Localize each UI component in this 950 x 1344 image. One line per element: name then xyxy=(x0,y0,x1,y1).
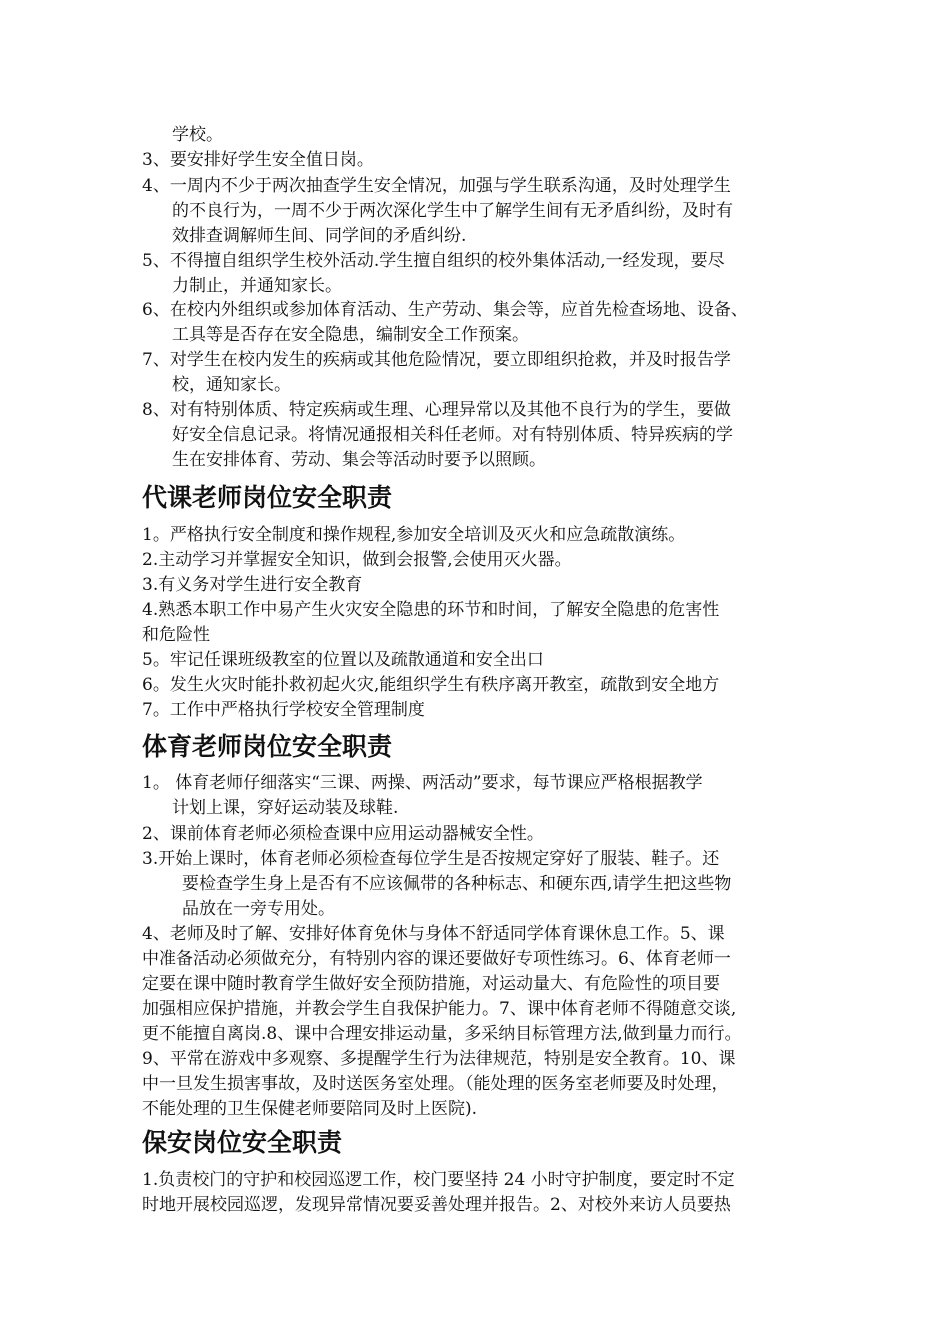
list-item-line: 1。 体育老师仔细落实“三课、两操、两活动”要求，每节课应严格根据教学 xyxy=(142,773,703,793)
list-item xyxy=(142,847,731,922)
paragraph-line: 4、老师及时了解、安排好体育免休与身体不舒适同学体育课休息工作。5、课 xyxy=(142,924,725,944)
paragraph-line: 1.负责校门的守护和校园巡逻工作，校门要坚持 24 小时守护制度，要定时不定 xyxy=(142,1170,735,1190)
list-item-line: 6。发生火灾时能扑救初起火灾,能组织学生有秩序离开教室，疏散到安全地方 xyxy=(142,675,720,695)
body-paragraph xyxy=(142,922,742,1122)
list-item xyxy=(142,771,703,821)
list-item-line: 工具等是否存在安全隐患，编制安全工作预案。 xyxy=(172,325,529,345)
list-item xyxy=(142,822,544,847)
paragraph-line: 不能处理的卫生保健老师要陪同及时上医院). xyxy=(142,1099,478,1119)
list-item xyxy=(142,298,748,348)
section-heading: 代课老师岗位安全职责 xyxy=(142,483,393,512)
paragraph-line: 更不能擅自离岗.8、课中合理安排运动量，多采纳目标管理方法,做到量力而行。 xyxy=(142,1024,742,1044)
section-heading: 保安岗位安全职责 xyxy=(142,1128,343,1157)
list-item-line: 7。工作中严格执行学校安全管理制度 xyxy=(142,700,425,720)
list-item xyxy=(142,698,425,723)
list-item-line: 2.主动学习并掌握安全知识，做到会报警,会使用灭火器。 xyxy=(142,550,572,570)
list-item xyxy=(142,174,733,249)
list-item-line: 8、对有特别体质、特定疾病或生理、心理异常以及其他不良行为的学生，要做 xyxy=(142,400,731,420)
list-item xyxy=(142,648,544,673)
list-item-line: 要检查学生身上是否有不应该佩带的各种标志、和硬东西,请学生把这些物 xyxy=(182,874,732,894)
paragraph-line: 中一旦发生损害事故，及时送医务室处理。（能处理的医务室老师要及时处理， xyxy=(142,1074,729,1094)
list-item-line: 5。牢记任课班级教室的位置以及疏散通道和安全出口 xyxy=(142,650,544,670)
list-item-line: 4.熟悉本职工作中易产生火灾安全隐患的环节和时间，了解安全隐患的危害性 xyxy=(142,600,720,620)
list-item xyxy=(142,548,572,573)
paragraph-line: 时地开展校园巡逻，发现异常情况要妥善处理并报告。2、对校外来访人员要热 xyxy=(142,1195,731,1215)
list-item xyxy=(142,673,719,698)
list-item xyxy=(142,598,719,648)
list-item-line: 校，通知家长。 xyxy=(172,375,291,395)
list-item-line: 计划上课，穿好运动装及球鞋. xyxy=(172,798,399,818)
section-heading: 体育老师岗位安全职责 xyxy=(142,732,393,761)
paragraph-line: 中准备活动必须做充分，有特别内容的课还要做好专项性练习。6、体育老师一 xyxy=(142,949,731,969)
list-item xyxy=(142,348,731,398)
body-paragraph xyxy=(142,1168,735,1218)
list-item-line: 生在安排体育、劳动、集会等活动时要予以照顾。 xyxy=(172,450,546,470)
list-item-line: 效排查调解师生间、同学间的矛盾纠纷. xyxy=(172,226,467,246)
list-item-line: 品放在一旁专用处。 xyxy=(182,899,335,919)
list-item-line: 3、要安排好学生安全值日岗。 xyxy=(142,150,374,170)
paragraph-line: 加强相应保护措施，并教会学生自我保护能力。7、课中体育老师不得随意交谈, xyxy=(142,999,737,1019)
list-item-line: 7、对学生在校内发生的疾病或其他危险情况，要立即组织抢救，并及时报告学 xyxy=(142,350,731,370)
list-item-line: 1。严格执行安全制度和操作规程,参加安全培训及灭火和应急疏散演练。 xyxy=(142,525,686,545)
list-item-line: 的不良行为，一周不少于两次深化学生中了解学生间有无矛盾纠纷，及时有 xyxy=(172,201,733,221)
list-item-line: 4、一周内不少于两次抽查学生安全情况，加强与学生联系沟通，及时处理学生 xyxy=(142,176,731,196)
list-item-line: 6、在校内外组织或参加体育活动、生产劳动、集会等，应首先检查场地、设备、 xyxy=(142,300,748,320)
list-item xyxy=(142,148,374,173)
list-item-line: 2、课前体育老师必须检查课中应用运动器械安全性。 xyxy=(142,824,544,844)
list-item xyxy=(142,573,362,598)
list-item-line: 3.有义务对学生进行安全教育 xyxy=(142,575,363,595)
paragraph-line: 9、平常在游戏中多观察、多提醒学生行为法律规范，特别是安全教育。10、课 xyxy=(142,1049,736,1069)
list-item-line: 好安全信息记录。将情况通报相关科任老师。对有特别体质、特异疾病的学 xyxy=(172,425,733,445)
list-item xyxy=(142,249,725,299)
list-item-line: 力制止，并通知家长。 xyxy=(172,276,342,296)
list-item-line: 和危险性 xyxy=(142,625,210,645)
list-item xyxy=(142,523,685,548)
list-item xyxy=(142,398,733,473)
list-item xyxy=(142,123,223,148)
list-item-line: 学校。 xyxy=(172,125,223,145)
paragraph-line: 定要在课中随时教育学生做好安全预防措施，对运动量大、有危险性的项目要 xyxy=(142,974,720,994)
list-item-line: 5、不得擅自组织学生校外活动.学生擅自组织的校外集体活动,一经发现，要尽 xyxy=(142,251,725,271)
list-item-line: 3.开始上课时，体育老师必须检查每位学生是否按规定穿好了服装、鞋子。还 xyxy=(142,849,720,869)
